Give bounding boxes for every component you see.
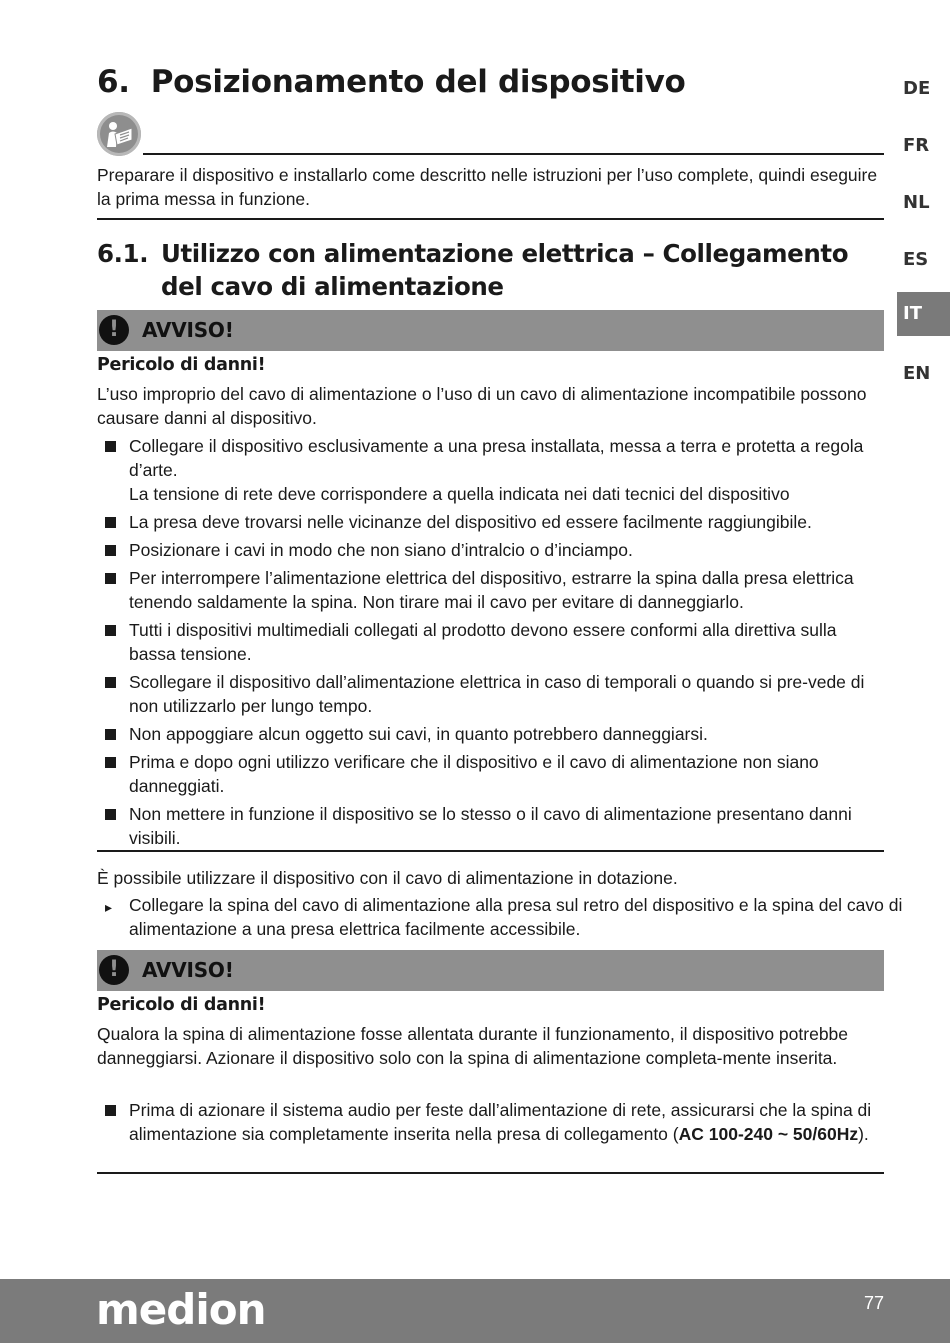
danger-title: Pericolo di danni! bbox=[97, 995, 266, 1015]
warning-bottom-rule bbox=[97, 850, 884, 852]
list-item: Non mettere in funzione il dispositivo se lo stesso o il cavo di alimentazione presentano danni visibili. bbox=[97, 802, 887, 850]
warning-list bbox=[97, 1098, 887, 1150]
list-item: La presa deve trovarsi nelle vicinanze del dispositivo ed essere facilmente raggiungibile. bbox=[97, 510, 887, 534]
warning-label: AVVISO! bbox=[142, 318, 234, 342]
heading-number: 6. bbox=[97, 64, 130, 100]
arrow-right-icon: ▸ bbox=[105, 899, 113, 915]
exclamation-icon: ! bbox=[99, 315, 129, 345]
square-bullet-icon bbox=[105, 573, 116, 584]
list-item: Tutti i dispositivi multimediali collegati al prodotto devono essere conformi alla direttiva sulla bassa tensione. bbox=[97, 618, 887, 666]
language-tab-es[interactable]: ES bbox=[903, 249, 929, 270]
section-heading bbox=[97, 237, 884, 303]
usage-text: È possibile utilizzare il dispositivo con il cavo di alimentazione in dotazione. bbox=[97, 868, 678, 888]
square-bullet-icon bbox=[105, 809, 116, 820]
square-bullet-icon bbox=[105, 441, 116, 452]
page-footer bbox=[0, 1279, 950, 1343]
square-bullet-icon bbox=[105, 517, 116, 528]
voltage-spec: AC 100-240 ~ 50/60Hz bbox=[678, 1124, 859, 1144]
list-item: Non appoggiare alcun oggetto sui cavi, in quanto potrebbero danneggiarsi. bbox=[97, 722, 887, 746]
warning-banner bbox=[97, 950, 884, 991]
page-number: 77 bbox=[863, 1293, 884, 1313]
heading-title: Posizionamento del dispositivo bbox=[150, 64, 686, 100]
list-item: Scollegare il dispositivo dall’alimentazione elettrica in caso di temporali o quando si pre-vede di non utilizzarlo per lungo tempo. bbox=[97, 670, 887, 718]
exclamation-icon: ! bbox=[99, 955, 129, 985]
intro-bottom-rule bbox=[97, 218, 884, 220]
list-item: Posizionare i cavi in modo che non siano d’intralcio o d’inciampo. bbox=[97, 538, 887, 562]
instruction-step: ▸ Collegare la spina del cavo di alimentazione alla presa sul retro del dispositivo e la spina del cavo di alimentazione a una presa elettrica facilmente accessibile. bbox=[105, 895, 903, 939]
list-item: Prima e dopo ogni utilizzo verificare che il dispositivo e il cavo di alimentazione non siano danneggiati. bbox=[97, 750, 887, 798]
square-bullet-icon bbox=[105, 545, 116, 556]
book-reading-icon bbox=[97, 112, 141, 156]
square-bullet-icon bbox=[105, 1105, 116, 1116]
section-title: Utilizzo con alimentazione elettrica – Collegamento del cavo di alimentazione bbox=[161, 239, 849, 301]
language-tab-nl[interactable]: NL bbox=[903, 192, 930, 213]
language-tab-fr[interactable]: FR bbox=[903, 135, 930, 156]
square-bullet-icon bbox=[105, 757, 116, 768]
warning-bottom-rule bbox=[97, 1172, 884, 1174]
square-bullet-icon bbox=[105, 677, 116, 688]
medion-logo: medion bbox=[96, 1285, 266, 1334]
warning-text: Qualora la spina di alimentazione fosse allentata durante il funzionamento, il dispositivo potrebbe danneggiarsi. Azionare il dispositivo solo con la spina di alimentazione completa-mente inserita. bbox=[97, 1024, 849, 1068]
danger-title: Pericolo di danni! bbox=[97, 355, 266, 375]
list-item: Prima di azionare il sistema audio per feste dall’alimentazione di rete, assicurarsi che la spina di alimentazione sia completamente inserita nella presa di collegamento (AC 100-240 ~ 50/60Hz). bbox=[97, 1098, 887, 1146]
list-item: Collegare il dispositivo esclusivamente a una presa installata, messa a terra e protetta a regola d’arte. La tensione di rete deve corrispondere a quella indicata nei dati tecnici del dispositivo bbox=[97, 434, 887, 506]
warning-banner bbox=[97, 310, 884, 351]
intro-icon-row bbox=[97, 112, 884, 156]
square-bullet-icon bbox=[105, 729, 116, 740]
section-number: 6.1. bbox=[97, 239, 149, 268]
language-tab-en[interactable]: EN bbox=[903, 363, 931, 384]
intro-divider bbox=[143, 153, 884, 155]
list-item: Per interrompere l’alimentazione elettrica del dispositivo, estrarre la spina dalla presa elettrica tenendo saldamente la spina. Non tirare mai il cavo per evitare di danneggiarlo. bbox=[97, 566, 887, 614]
language-tab-de[interactable]: DE bbox=[903, 78, 931, 99]
warning-label: AVVISO! bbox=[142, 958, 234, 982]
warning-text: L’uso improprio del cavo di alimentazione o l’uso di un cavo di alimentazione incompatibile possono causare danni al dispositivo. bbox=[97, 384, 867, 428]
page-title bbox=[97, 64, 686, 100]
language-tab-it[interactable]: IT bbox=[897, 292, 950, 336]
warning-list bbox=[97, 434, 887, 854]
intro-text: Preparare il dispositivo e installarlo come descritto nelle istruzioni per l’uso complete, quindi eseguire la prima messa in funzione. bbox=[97, 165, 878, 209]
square-bullet-icon bbox=[105, 625, 116, 636]
